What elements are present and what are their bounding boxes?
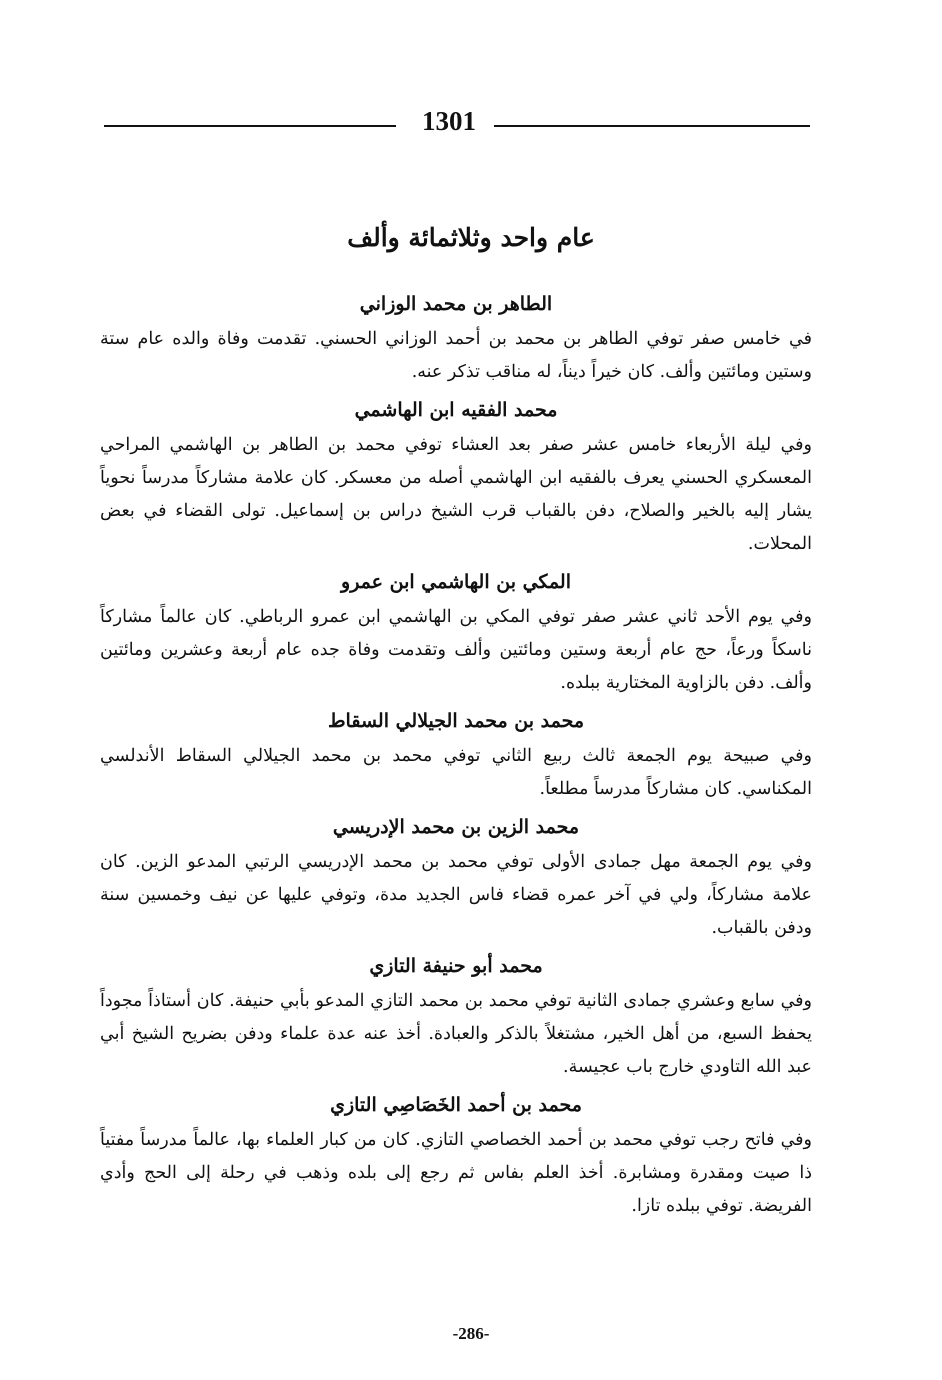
entry-name: محمد الزين بن محمد الإدريسي [332,816,580,838]
entry-text: في خامس صفر توفي الطاهر بن محمد بن أحمد الوزاني الحسني. تقدمت وفاة والده عام ستة وستين ومائتين وألف. كان خيراً ديناً، له مناقب تذكر عنه. [100,329,812,382]
entry [100,563,812,700]
entry-text: وفي يوم الأحد ثاني عشر صفر توفي المكي بن الهاشمي ابن عمرو الرباطي. كان عالماً مشاركاً ناسكاً ورعاً، حج عام أربعة وستين ومائتين وألف وتقدمت وفاة جده عام أربعة وعشرين ومائتين وألف. دفن بالزاوية المختارية ببلده. [100,607,812,693]
entry-name: الطاهر بن محمد الوزاني [359,293,553,315]
year-heading: 1301 [422,106,476,136]
entry-text: وفي ليلة الأربعاء خامس عشر صفر بعد العشاء توفي محمد بن الطاهر بن الهاشمي المراحي المعسكري الحسني يعرف بالفقيه ابن الهاشمي أصله من معسكر. كان علامة مشاركاً مدرساً نحوياً يشار إليه بالخير والصلاح، دفن بالقباب قرب الشيخ دراس بن إسماعيل. تولى القضاء في بعض المحلات. [100,435,812,554]
entry-text: وفي يوم الجمعة مهل جمادى الأولى توفي محمد بن محمد الإدريسي الرتبي المدعو الزين. كان علامة مشاركاً، ولي في آخر عمره قضاء فاس الجديد مدة، وتوفي عليها عن نيف وخمسين سنة ودفن بالقباب. [100,852,813,938]
entry-name: محمد أبو حنيفة التازي [369,955,543,977]
page-number: -286- [452,1324,490,1343]
header-rule-left [104,125,396,127]
entry-name: المكي بن الهاشمي ابن عمرو [341,571,571,593]
entry [100,391,812,561]
entry [100,702,812,806]
entry [100,947,812,1084]
header-rule-right [494,125,810,127]
entry [100,285,812,389]
chapter-title: عام واحد وثلاثمائة وألف [347,223,595,252]
page-header [104,104,810,138]
entry-name: محمد بن أحمد الخَصَاصِي التازي [330,1094,582,1116]
entry [100,1086,812,1223]
entry-name: محمد بن محمد الجيلالي السقاط [327,710,585,732]
entry-text: وفي صبيحة يوم الجمعة ثالث ربيع الثاني توفي محمد بن محمد الجيلالي السقاط الأندلسي المكناسي. كان مشاركاً مدرساً مطلعاً. [100,746,812,799]
entries-list [100,285,812,1225]
entry-text: وفي سابع وعشري جمادى الثانية توفي محمد بن محمد التازي المدعو بأبي حنيفة. كان أستاذاً مجوداً يحفظ السبع، من أهل الخير، مشتغلاً بالذكر والعبادة. أخذ عنه عدة علماء ودفن بضريح الشيخ أبي عبد الله التاودي خارج باب عجيسة. [100,991,812,1077]
entry [100,808,812,945]
entry-name: محمد الفقيه ابن الهاشمي [354,399,558,421]
entry-text: وفي فاتح رجب توفي محمد بن أحمد الخصاصي التازي. كان من كبار العلماء بها، عالماً مدرساً مفتياً ذا صيت ومقدرة ومشابرة. أخذ العلم بفاس ثم رجع إلى بلده وذهب في رحلة إلى الحج وأدي الفريضة. توفي ببلده تازا. [100,1130,812,1216]
